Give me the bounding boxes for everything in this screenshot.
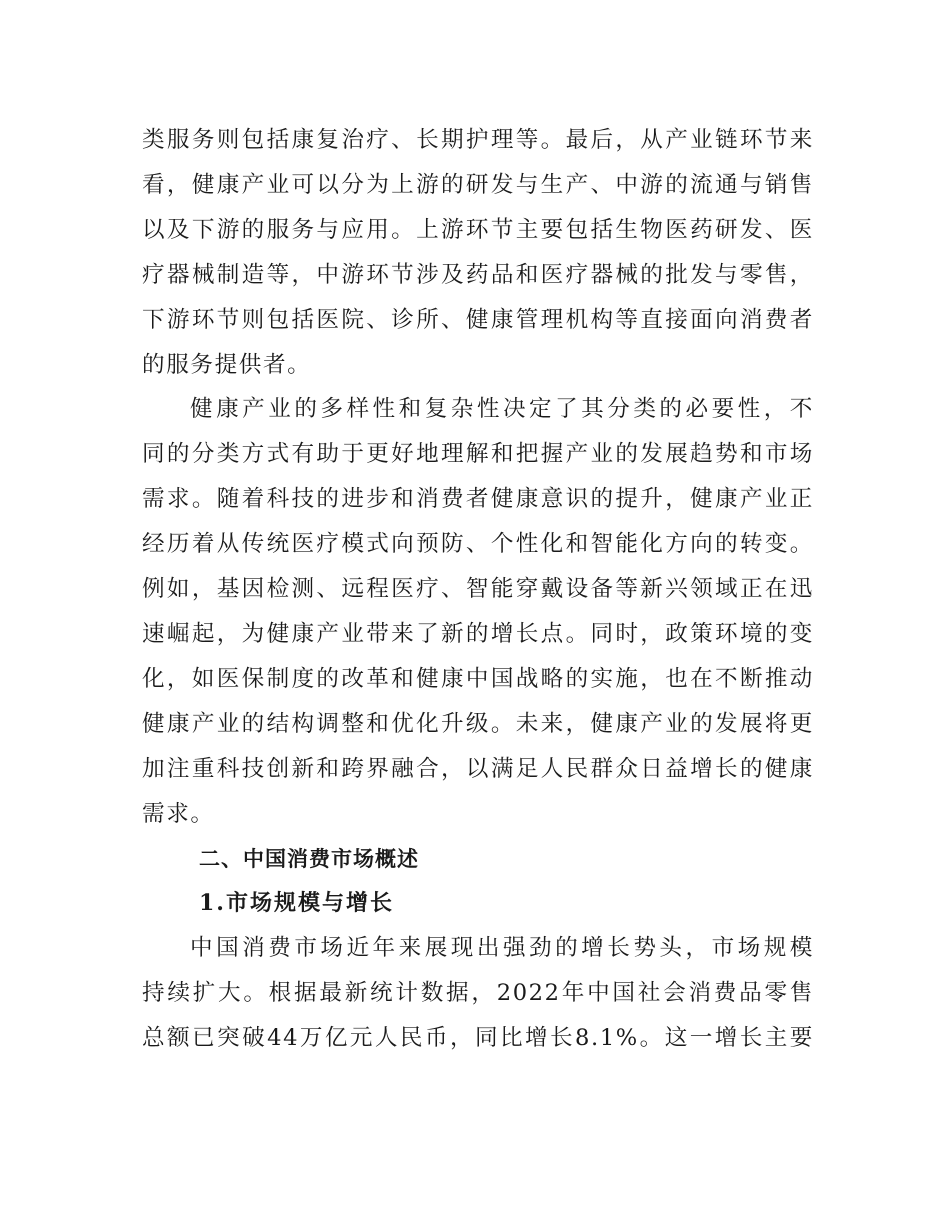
text-line: 持续扩大。根据最新统计数据，2022年中国社会消费品零售	[142, 980, 814, 1007]
text-line: 中国消费市场近年来展现出强劲的增长势头，市场规模	[190, 935, 814, 962]
text-line: 看，健康产业可以分为上游的研发与生产、中游的流通与销售	[142, 171, 814, 198]
body-paragraph	[142, 118, 814, 387]
text-line: 需求。	[142, 800, 215, 827]
text-line: 健康产业的多样性和复杂性决定了其分类的必要性，不	[190, 396, 814, 423]
body-paragraph	[142, 387, 814, 836]
text-line: 经历着从传统医疗模式向预防、个性化和智能化方向的转变。	[142, 531, 814, 558]
text-line: 的服务提供者。	[142, 351, 312, 378]
subsection-heading: 1.市场规模与增长	[199, 890, 394, 917]
document-page	[142, 118, 814, 1061]
text-line: 类服务则包括康复治疗、长期护理等。最后，从产业链环节来	[142, 127, 814, 153]
text-line: 化，如医保制度的改革和健康中国战略的实施，也在不断推动	[142, 665, 814, 692]
text-line: 疗器械制造等，中游环节涉及药品和医疗器械的批发与零售，	[142, 261, 814, 288]
text-line: 需求。随着科技的进步和消费者健康意识的提升，健康产业正	[142, 486, 814, 513]
text-line: 同的分类方式有助于更好地理解和把握产业的发展趋势和市场	[142, 441, 814, 468]
text-line: 下游环节则包括医院、诊所、健康管理机构等直接面向消费者	[142, 306, 814, 333]
section-heading: 二、中国消费市场概述	[199, 846, 419, 871]
text-line: 加注重科技创新和跨界融合，以满足人民群众日益增长的健康	[142, 755, 814, 782]
text-line: 健康产业的结构调整和优化升级。未来，健康产业的发展将更	[142, 710, 814, 737]
text-line: 以及下游的服务与应用。上游环节主要包括生物医药研发、医	[142, 216, 814, 243]
body-paragraph	[142, 926, 814, 1061]
text-line: 总额已突破44万亿元人民币，同比增长8.1%。这一增长主要	[142, 1025, 814, 1052]
text-line: 例如，基因检测、远程医疗、智能穿戴设备等新兴领域正在迅	[142, 576, 814, 603]
text-line: 速崛起，为健康产业带来了新的增长点。同时，政策环境的变	[142, 620, 814, 647]
